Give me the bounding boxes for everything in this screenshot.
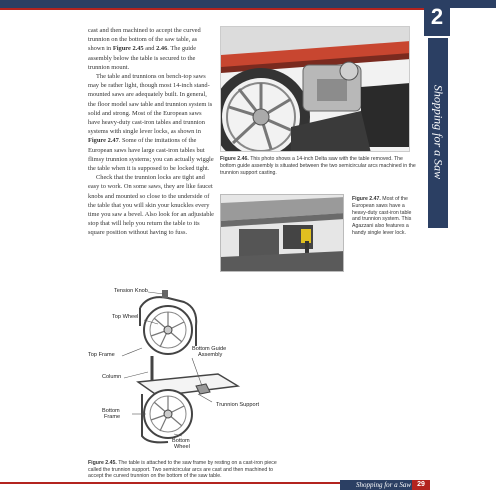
label-bottom-wheel-2: Wheel	[174, 444, 190, 450]
chapter-number: 2	[430, 4, 444, 29]
label-trunnion-support: Trunnion Support	[216, 402, 260, 408]
paragraph-text: Check that the trunnion locks are tight and easy to work. On some saws, they are like faucet knobs and mounted so close to the underside of the table that you will skin your knuckles every time you saw a bevel. Also look for an adjustable stop that will help you return the table to its square position without having to fuss.	[88, 174, 215, 237]
chapter-tab	[424, 0, 450, 36]
figure-reference: Figure 2.47	[88, 137, 119, 145]
figure-2-45-caption	[88, 460, 288, 480]
chapter-title: Shopping for a Saw	[431, 84, 446, 180]
figure-2-47-photo	[220, 194, 344, 272]
label-tension-knob: Tension Knob	[114, 288, 148, 294]
label-top-wheel: Top Wheel	[112, 314, 139, 320]
header-bar	[0, 0, 496, 8]
caption-label: Figure 2.45.	[88, 460, 117, 466]
label-top-frame: Top Frame	[88, 352, 115, 358]
figure-2-46-caption	[220, 156, 416, 176]
body-text	[88, 26, 214, 238]
caption-text: Most of the European saws have a heavy-duty cast-iron table and trunnion system. This Agazzani also features a handy single lever lock.	[352, 196, 412, 236]
paragraph-text: . Some of the imitations of the European saws have large cast-iron tables but flimsy trunnion systems; you can actually wiggle the table when it is supposed to be locked tight.	[88, 137, 214, 173]
footer-section-label: Shopping for a Saw	[356, 481, 412, 489]
paragraph-text: cast and then machined to accept the curved trunnion on the bottom of the saw table, as shown in	[88, 27, 201, 53]
label-bottom-frame-1: Bottom	[102, 408, 120, 414]
paragraph-text: The table and trunnions on bench-top saws may be rather light, though most 14-inch stand-mounted saws are adequately built. In general, the floor model saw table and trunnion system is solid and strong. Most of the European saws have heavy-duty cast-iron tables and trunnion systems with single lever locks, as shown in	[88, 73, 213, 136]
label-column: Column	[102, 374, 122, 380]
caption-label: Figure 2.46.	[220, 156, 249, 162]
caption-label: Figure 2.47.	[352, 196, 381, 202]
body-paragraph	[88, 26, 214, 72]
paragraph-text: and	[143, 45, 157, 53]
body-paragraph	[88, 173, 214, 237]
caption-text: This photo shows a 14-inch Delta saw with the table removed. The bottom guide assembly is situated between the two semicircular arcs machined in the trunnion support casting.	[220, 156, 416, 176]
header-rule	[0, 8, 424, 10]
figure-reference: 2.46	[156, 45, 168, 53]
figure-2-45-diagram	[88, 286, 278, 458]
label-bottom-guide: Bottom Guide	[192, 346, 227, 352]
body-paragraph	[88, 72, 214, 173]
figure-2-47-caption	[352, 196, 416, 237]
figure-reference: Figure 2.45	[112, 45, 144, 53]
label-bottom-frame-2: Frame	[104, 414, 121, 420]
label-bottom-wheel-1: Bottom	[172, 438, 190, 444]
caption-text: The table is attached to the saw frame by resting on a cast-iron piece called the trunnion support. Two semicircular arcs are cast and then machined to accept the curved trunnion on the bottom of the saw table.	[88, 460, 277, 480]
footer-rule	[0, 482, 340, 484]
figure-2-46-photo	[220, 26, 410, 152]
paragraph-text: . The guide assembly below the table is secured to the trunnion mount.	[88, 45, 197, 71]
page-number: 29	[412, 480, 430, 490]
label-assembly: Assembly	[198, 352, 223, 358]
